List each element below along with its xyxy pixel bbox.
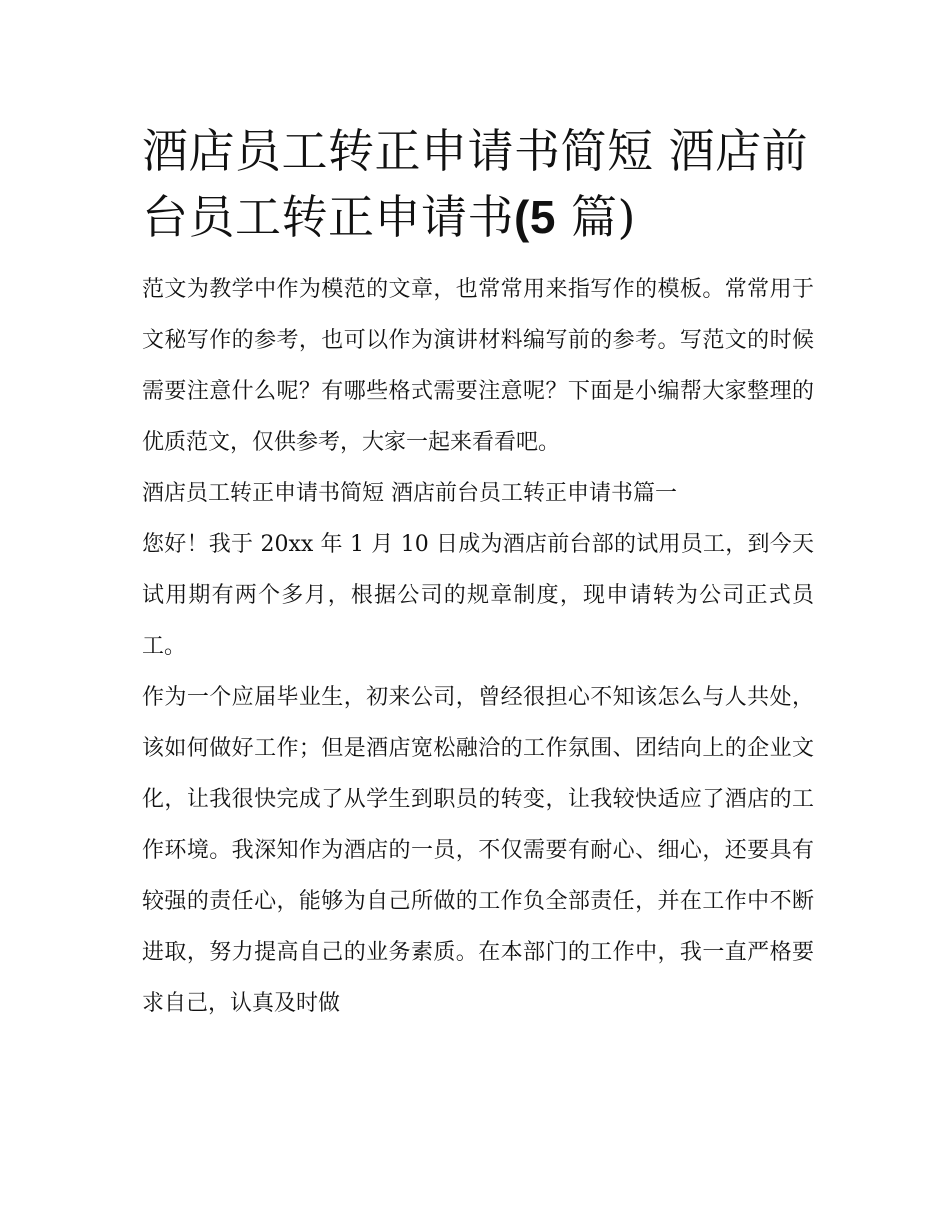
body-paragraph: 作为一个应届毕业生，初来公司，曾经很担心不知该怎么与人共处，该如何做好工作；但是酒店宽松融洽的工作氛围、团结向上的企业文化，让我很快完成了从学生到职员的转变，让我较快适应了酒店的工作环境。我深知作为酒店的一员，不仅需要有耐心、细心，还要具有较强的责任心，能够为自己所做的工作负全部责任，并在工作中不断进取，努力提高自己的业务素质。在本部门的工作中，我一直严格要求自己，认真及时做	[142, 685, 814, 1016]
title-count: 5	[529, 191, 556, 243]
document-page	[142, 118, 814, 1029]
intro-paragraph: 范文为教学中作为模范的文章，也常常用来指写作的模板。常常用于文秘写作的参考，也可以作为演讲材料编写前的参考。写范文的时候需要注意什么呢？有哪些格式需要注意呢？下面是小编帮大家整理的优质范文，仅供参考，大家一起来看看吧。	[142, 277, 814, 455]
title-open-paren: (	[514, 191, 530, 243]
document-body	[142, 264, 814, 1029]
body-paragraph: 您好！我于 20xx 年 1 月 10 日成为酒店前台部的试用员工，到今天试用期有两个多月，根据公司的规章制度，现申请转为公司正式员工。	[142, 532, 814, 659]
section-heading: 酒店员工转正申请书简短 酒店前台员工转正申请书篇一	[142, 481, 677, 506]
title-rest-text: 篇)	[555, 190, 636, 244]
document-title	[142, 118, 814, 250]
title-main-text: 酒店员工转正申请书简短 酒店前台员工转正申请书	[142, 124, 809, 244]
